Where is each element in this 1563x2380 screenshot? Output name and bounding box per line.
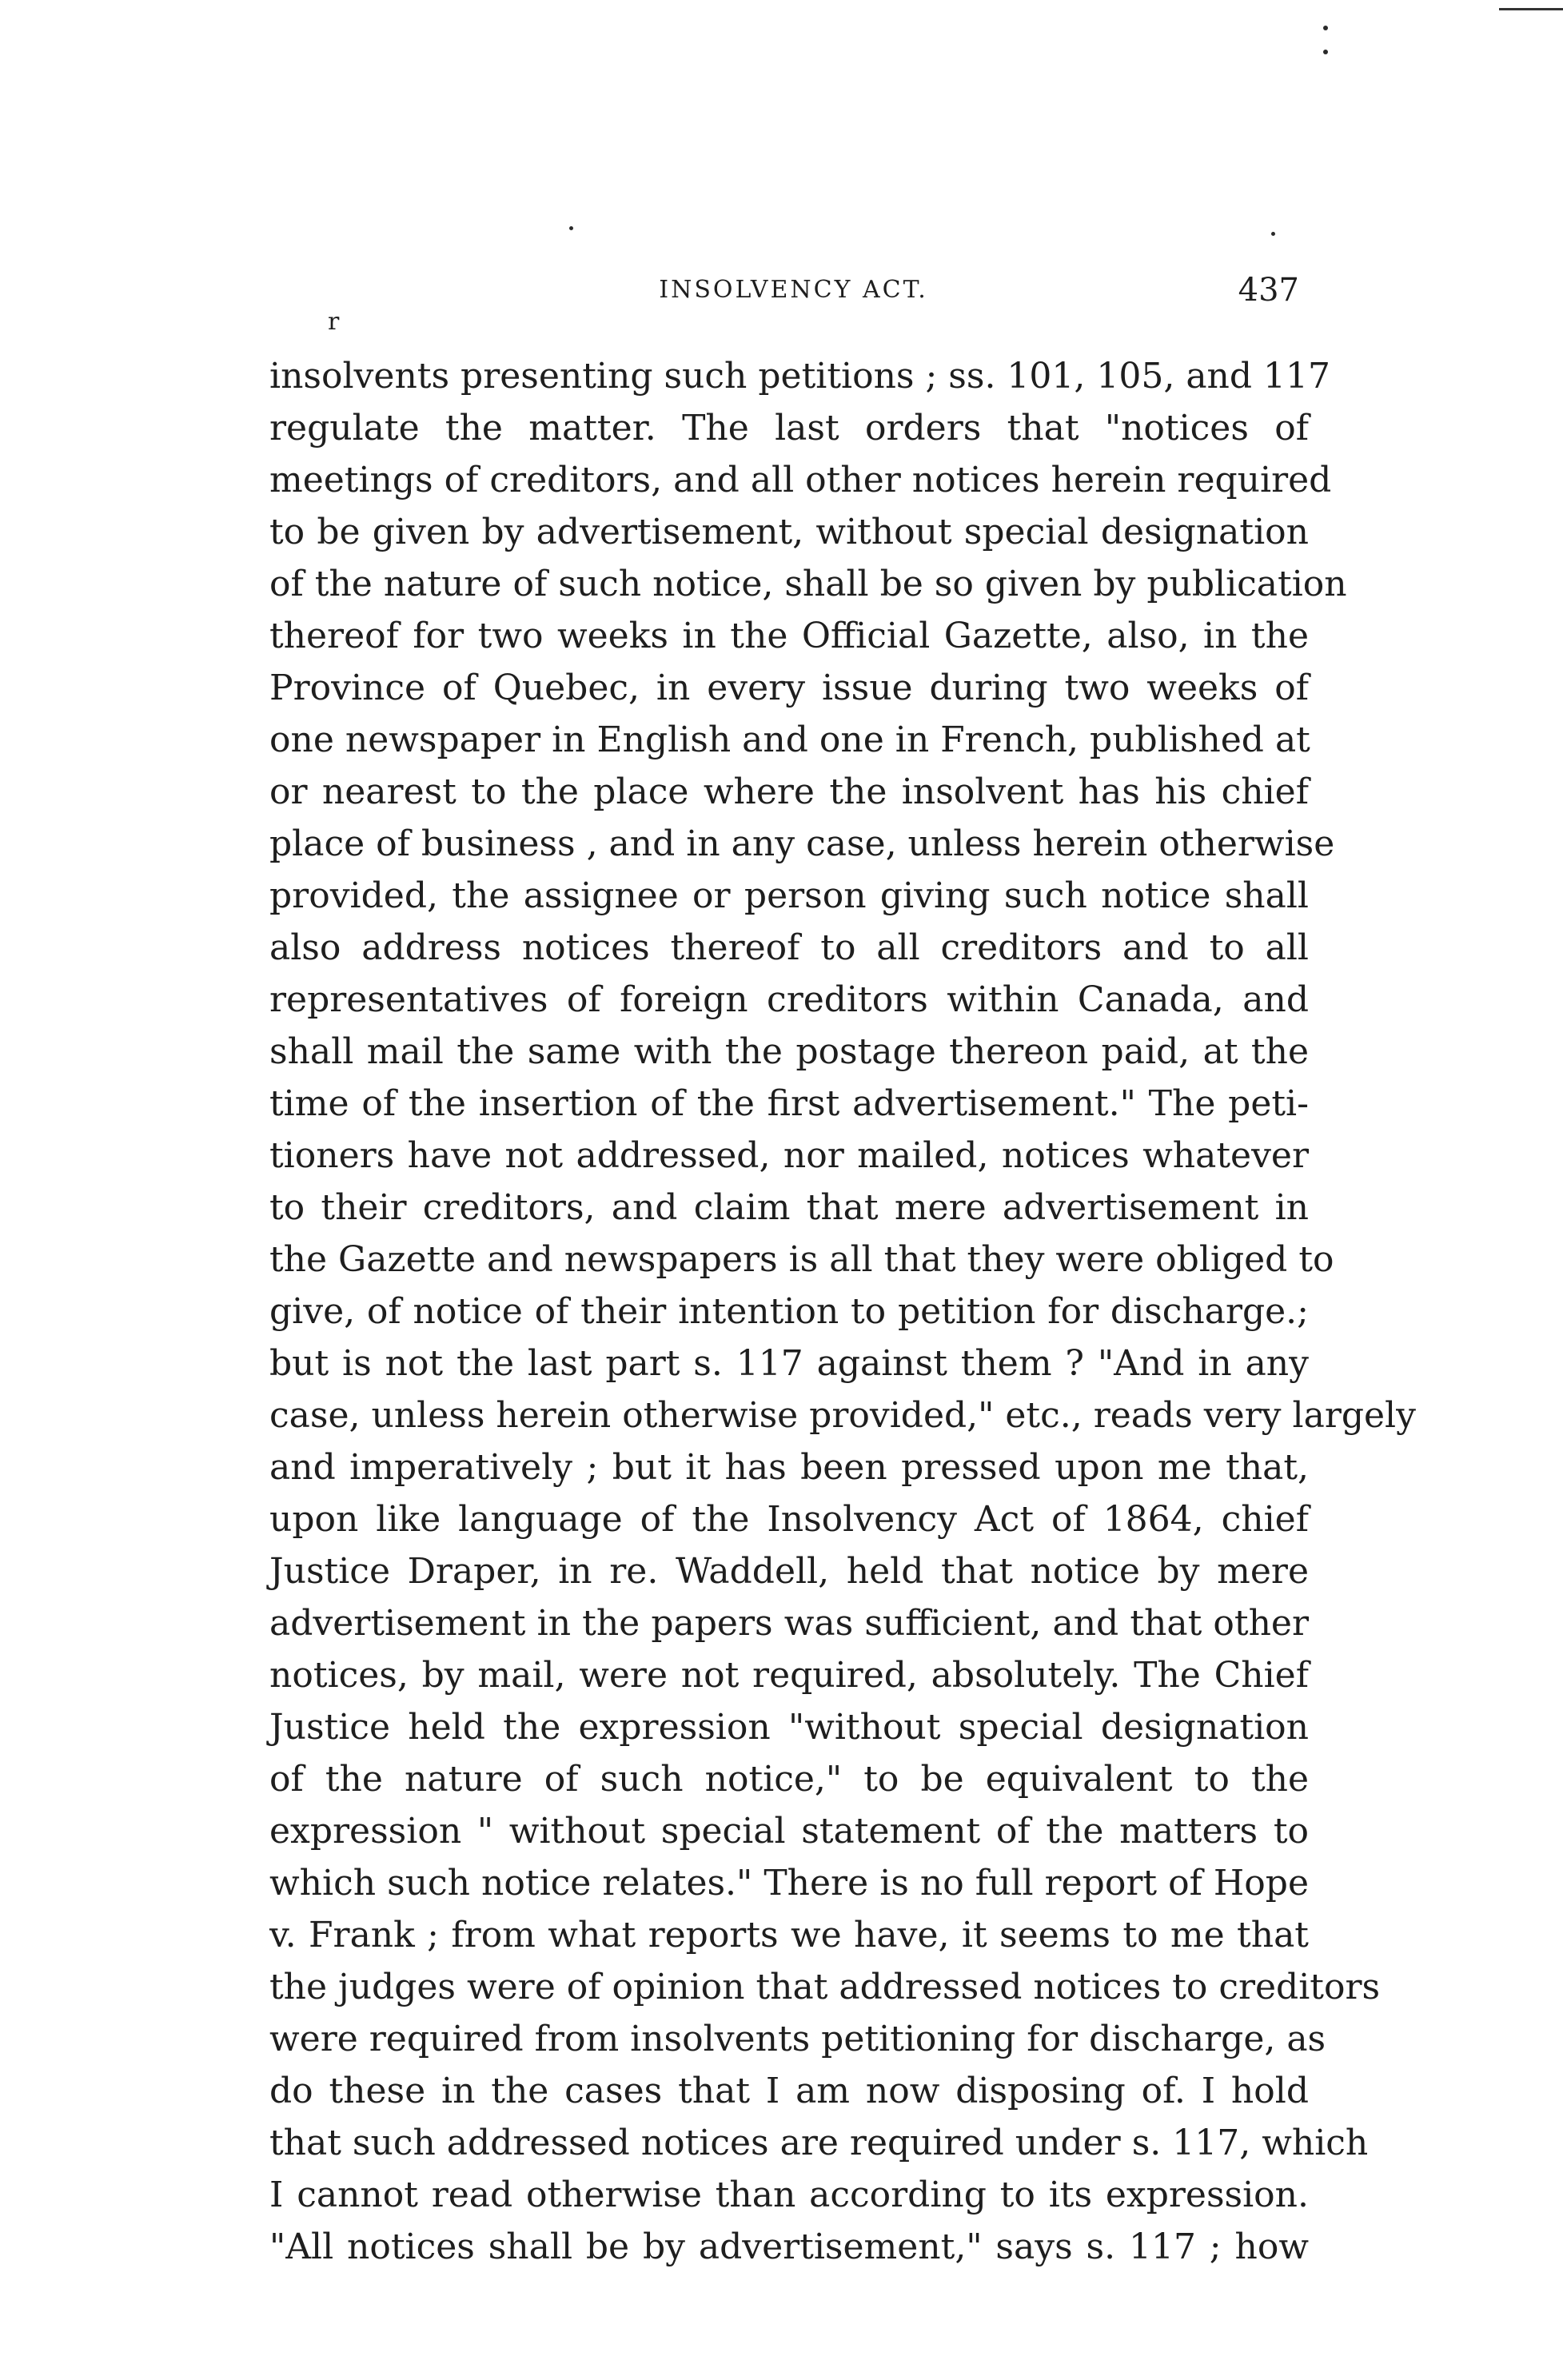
scan-speck [569, 226, 573, 230]
scan-speck [1323, 26, 1328, 30]
text-line: do these in the cases that I am now disposing of. I hold [269, 2071, 1309, 2111]
text-line: to their creditors, and claim that mere advertisement in [269, 1187, 1309, 1228]
text-line: Justice held the expression "without special designation [269, 1707, 1309, 1748]
text-line: provided, the assignee or person giving such notice shall [269, 875, 1309, 916]
margin-mark: r [328, 308, 340, 336]
text-line: insolvents presenting such petitions ; ss. 101, 105, and 117 [269, 356, 1331, 397]
text-line: I cannot read otherwise than according to its expression. [269, 2175, 1309, 2215]
scan-speck [1323, 50, 1328, 54]
text-line: of the nature of such notice," to be equivalent to the [269, 1759, 1309, 1800]
text-segment: Waddell, held that notice by mere [658, 1551, 1309, 1592]
text-line: "All notices shall be by advertisement," says s. 117 ; how [269, 2227, 1309, 2267]
italic-segment: Official Gazette [801, 616, 1082, 656]
text-line [269, 1234, 1334, 1286]
text-line: advertisement in the papers was sufficient, and that other [269, 1603, 1309, 1644]
text-line: representatives of foreign creditors within Canada, and [269, 979, 1309, 1020]
text-line: to be given by advertisement, without special designation [269, 512, 1309, 552]
text-segment: , also, in the [1081, 616, 1309, 656]
text-line: were required from insolvents petitioning for discharge, as [269, 2019, 1326, 2059]
text-line: shall mail the same with the postage thereon paid, at the [269, 1031, 1309, 1072]
text-line: and imperatively ; but it has been pressed upon me that, [269, 1447, 1309, 1488]
text-line: place of business , and in any case, unless herein otherwise [269, 823, 1335, 864]
scan-speck [1271, 232, 1275, 236]
text-segment: " etc., reads very largely [978, 1395, 1416, 1436]
text-line: v. Frank ; from what reports we have, it seems to me that [269, 1915, 1309, 1955]
text-line: which such notice relates." There is no full report of Hope [269, 1863, 1309, 1904]
italic-segment: case, unless herein otherwise provided, [269, 1395, 979, 1436]
text-line: also address notices thereof to all creditors and to all [269, 927, 1309, 968]
text-line: time of the insertion of the first advertisement." The peti- [269, 1083, 1309, 1124]
text-line: the judges were of opinion that addressed notices to creditors [269, 1967, 1381, 2007]
body-text [269, 350, 1416, 2273]
text-line: notices, by mail, were not required, absolutely. The Chief [269, 1655, 1309, 1696]
scan-edge-rule [1499, 8, 1563, 10]
page-header [288, 272, 1299, 316]
text-line: give, of notice of their intention to petition for discharge.; [269, 1291, 1309, 1332]
text-segment: but is not the last part s. 117 against them ? " [269, 1343, 1114, 1384]
text-line [269, 610, 1309, 662]
text-line: Province of Quebec, in every issue during two weeks of [269, 668, 1309, 708]
text-line: one newspaper in English and one in French, published at [269, 720, 1310, 760]
text-line [269, 1338, 1309, 1389]
text-line: expression " without special statement of the matters to [269, 1811, 1309, 1852]
text-line: or nearest to the place where the insolvent has his chief [269, 771, 1309, 812]
text-line: of the nature of such notice, shall be so given by publication [269, 564, 1347, 604]
text-line: upon like language of the Insolvency Act of 1864, chief [269, 1499, 1309, 1540]
text-segment: the [269, 1239, 339, 1280]
text-line: regulate the matter. The last orders that "notices of [269, 408, 1309, 448]
italic-segment: in re. [558, 1551, 659, 1592]
page-number: 437 [1238, 272, 1299, 309]
italic-segment: And in any [1114, 1343, 1309, 1384]
text-segment: and newspapers is all that they were obliged to [476, 1239, 1334, 1280]
text-line: tioners have not addressed, nor mailed, notices whatever [269, 1135, 1309, 1176]
running-title: INSOLVENCY ACT. [659, 276, 928, 304]
text-line: meetings of creditors, and all other notices herein required [269, 460, 1332, 500]
text-line: that such addressed notices are required under s. 117, which [269, 2123, 1369, 2163]
italic-segment: Gazette [338, 1239, 476, 1280]
text-line [269, 1389, 1416, 1441]
text-segment: thereof for two weeks in the [269, 616, 802, 656]
text-line [269, 1545, 1309, 1597]
text-segment: Justice Draper, [269, 1551, 559, 1592]
